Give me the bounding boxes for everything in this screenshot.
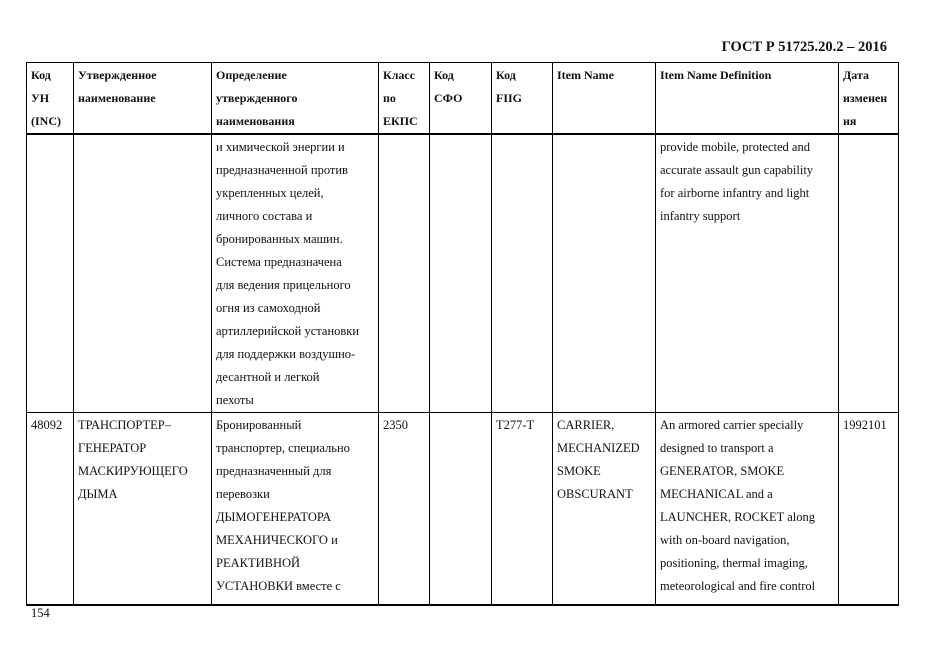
table-cell: provide mobile, protected and accurate assault gun capability for airborne infantry and light infantry support bbox=[656, 134, 839, 413]
column-header-name-definition-ru: Определение утвержденного наименования bbox=[212, 63, 379, 135]
column-header-approved-name: Утвержденное наименование bbox=[74, 63, 212, 135]
column-header-item-name-definition: Item Name Definition bbox=[656, 63, 839, 135]
page-number: 154 bbox=[31, 606, 50, 620]
table-row bbox=[27, 134, 899, 413]
column-header-sfo-code: Код СФО bbox=[430, 63, 492, 135]
table-cell bbox=[839, 134, 899, 413]
table-cell: An armored carrier specially designed to transport a GENERATOR, SMOKE MECHANICAL and a LAUNCHER, ROCKET along with on-board navigation, positioning, thermal imaging, meteorological and fire control bbox=[656, 413, 839, 605]
column-header-item-name: Item Name bbox=[553, 63, 656, 135]
table-cell bbox=[492, 134, 553, 413]
table-row bbox=[27, 413, 899, 605]
table-header-row bbox=[27, 63, 899, 135]
table-cell: Т277-Т bbox=[492, 413, 553, 605]
column-header-fiig-code: Код FIIG bbox=[492, 63, 553, 135]
table-cell bbox=[74, 134, 212, 413]
table-cell bbox=[27, 134, 74, 413]
document-code: ГОСТ Р 51725.20.2 – 2016 bbox=[721, 39, 887, 55]
table-cell bbox=[553, 134, 656, 413]
table-cell: ТРАНСПОРТЕР– ГЕНЕРАТОР МАСКИРУЮЩЕГО ДЫМА bbox=[74, 413, 212, 605]
column-header-change-date: Дата изменен ия bbox=[839, 63, 899, 135]
table-cell: и химической энергии и предназначенной против укрепленных целей, личного состава и бронированных машин. Система предназначена для ведения прицельного огня из самоходной артиллерийской установки для поддержки воздушно- десантной и легкой пехоты bbox=[212, 134, 379, 413]
table-cell: CARRIER, MECHANIZED SMOKE OBSCURANT bbox=[553, 413, 656, 605]
table-cell bbox=[379, 134, 430, 413]
table-cell bbox=[430, 134, 492, 413]
table-cell: 48092 bbox=[27, 413, 74, 605]
column-header-class: Класс по ЕКПС bbox=[379, 63, 430, 135]
table-cell bbox=[430, 413, 492, 605]
catalog-table bbox=[26, 62, 899, 606]
table-cell: Бронированный транспортер, специально предназначенный для перевозки ДЫМОГЕНЕРАТОРА МЕХАНИЧЕСКОГО и РЕАКТИВНОЙ УСТАНОВКИ вместе с bbox=[212, 413, 379, 605]
table-cell: 1992101 bbox=[839, 413, 899, 605]
table-cell: 2350 bbox=[379, 413, 430, 605]
column-header-inc: Код УН (INC) bbox=[27, 63, 74, 135]
